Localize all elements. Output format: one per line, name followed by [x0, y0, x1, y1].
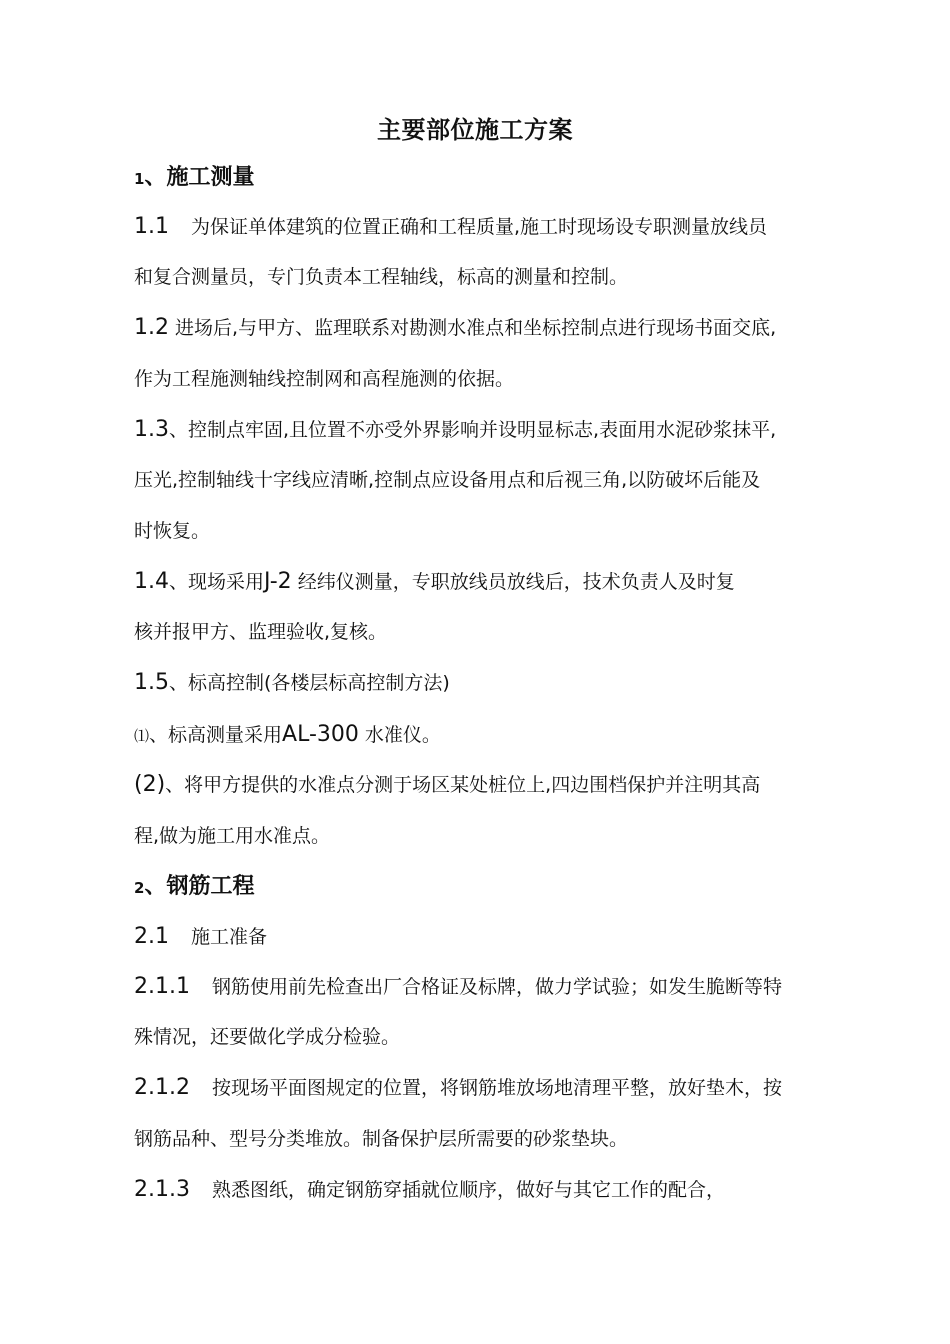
- paragraph-text: 熟悉图纸，确定钢筋穿插就位顺序，做好与其它工作的配合，: [211, 1179, 725, 1201]
- paragraph-line: [134, 922, 267, 952]
- clause-number: 1.1: [134, 214, 169, 239]
- paragraph-text: 钢筋使用前先检查出厂合格证及标牌，做力学试验；如发生脆断等特: [211, 976, 782, 998]
- paragraph-text: 作为工程施测轴线控制网和高程施测的依据。: [134, 368, 515, 390]
- paragraph-text: 为保证单体建筑的位置正确和工程质量,施工时现场设专职测量放线员: [191, 216, 768, 238]
- item-number: ⑴: [134, 727, 150, 745]
- paragraph-line: [134, 972, 782, 1002]
- paragraph-text: 殊情况，还要做化学成分检验。: [134, 1026, 401, 1048]
- paragraph-line: [134, 720, 441, 751]
- paragraph-line: [134, 617, 387, 647]
- section-heading-text: 、钢筋工程: [144, 874, 255, 899]
- instrument-model: AL-300: [282, 722, 359, 747]
- section-number: 2: [134, 879, 145, 897]
- instrument-model: J-2: [264, 569, 292, 594]
- clause-number: 2.1.2: [134, 1075, 190, 1100]
- clause-number: 1.2: [134, 315, 169, 340]
- paragraph-line: [134, 313, 776, 343]
- paragraph-text: 水准仪。: [358, 724, 441, 746]
- clause-number: 1.4: [134, 569, 169, 594]
- paragraph-line: [134, 516, 210, 546]
- clause-number: 2.1.3: [134, 1177, 190, 1202]
- paragraph-line: [134, 415, 776, 445]
- paragraph-line: [134, 1124, 628, 1154]
- paragraph-line: [134, 1175, 725, 1205]
- paragraph-text: 、控制点牢固,且位置不亦受外界影响并设明显标志,表面用水泥砂浆抹平,: [169, 419, 777, 441]
- paragraph-line: [134, 465, 760, 495]
- paragraph-text: 、标高测量采用: [149, 724, 283, 746]
- paragraph-text: 核并报甲方、监理验收,复核。: [134, 621, 388, 643]
- paragraph-text: 和复合测量员，专门负责本工程轴线，标高的测量和控制。: [134, 266, 629, 288]
- paragraph-text: 按现场平面图规定的位置，将钢筋堆放场地清理平整，放好垫木，按: [211, 1077, 782, 1099]
- section-heading-2: [134, 871, 254, 904]
- paragraph-line: [134, 668, 450, 698]
- paragraph-text: 钢筋品种、型号分类堆放。制备保护层所需要的砂浆垫块。: [134, 1128, 629, 1150]
- paragraph-line: [134, 821, 330, 851]
- clause-number: 2.1.1: [134, 974, 190, 999]
- paragraph-line: [134, 1073, 782, 1103]
- paragraph-line: [134, 567, 735, 597]
- paragraph-text: 经纬仪测量，专职放线员放线后，技术负责人及时复: [291, 571, 735, 593]
- paragraph-line: [134, 770, 760, 800]
- paragraph-text: 、将甲方提供的水准点分测于场区某处桩位上,四边围档保护并注明其高: [165, 774, 761, 796]
- paragraph-text: 时恢复。: [134, 520, 211, 542]
- paragraph-text: 施工准备: [191, 926, 268, 948]
- paragraph-line: [134, 212, 767, 242]
- document-title: 主要部位施工方案: [377, 116, 573, 144]
- section-heading-1: [134, 162, 254, 195]
- paragraph-line: [134, 364, 514, 394]
- clause-number: 1.5: [134, 670, 169, 695]
- paragraph-line: [134, 262, 628, 292]
- paragraph-text: 、标高控制(各楼层标高控制方法): [169, 672, 450, 694]
- paragraph-text: 程,做为施工用水准点。: [134, 825, 331, 847]
- paragraph-line: [134, 1022, 400, 1052]
- clause-number: 2.1: [134, 924, 169, 949]
- section-heading-text: 、施工测量: [144, 165, 255, 190]
- paragraph-text: 进场后,与甲方、监理联系对勘测水准点和坐标控制点进行现场书面交底,: [169, 317, 777, 339]
- item-number: (2): [134, 772, 166, 797]
- paragraph-text: 压光,控制轴线十字线应清晰,控制点应设备用点和后视三角,以防破坏后能及: [134, 469, 761, 491]
- clause-number: 1.3: [134, 417, 169, 442]
- paragraph-text: 、现场采用: [169, 571, 265, 593]
- section-number: 1: [134, 170, 145, 188]
